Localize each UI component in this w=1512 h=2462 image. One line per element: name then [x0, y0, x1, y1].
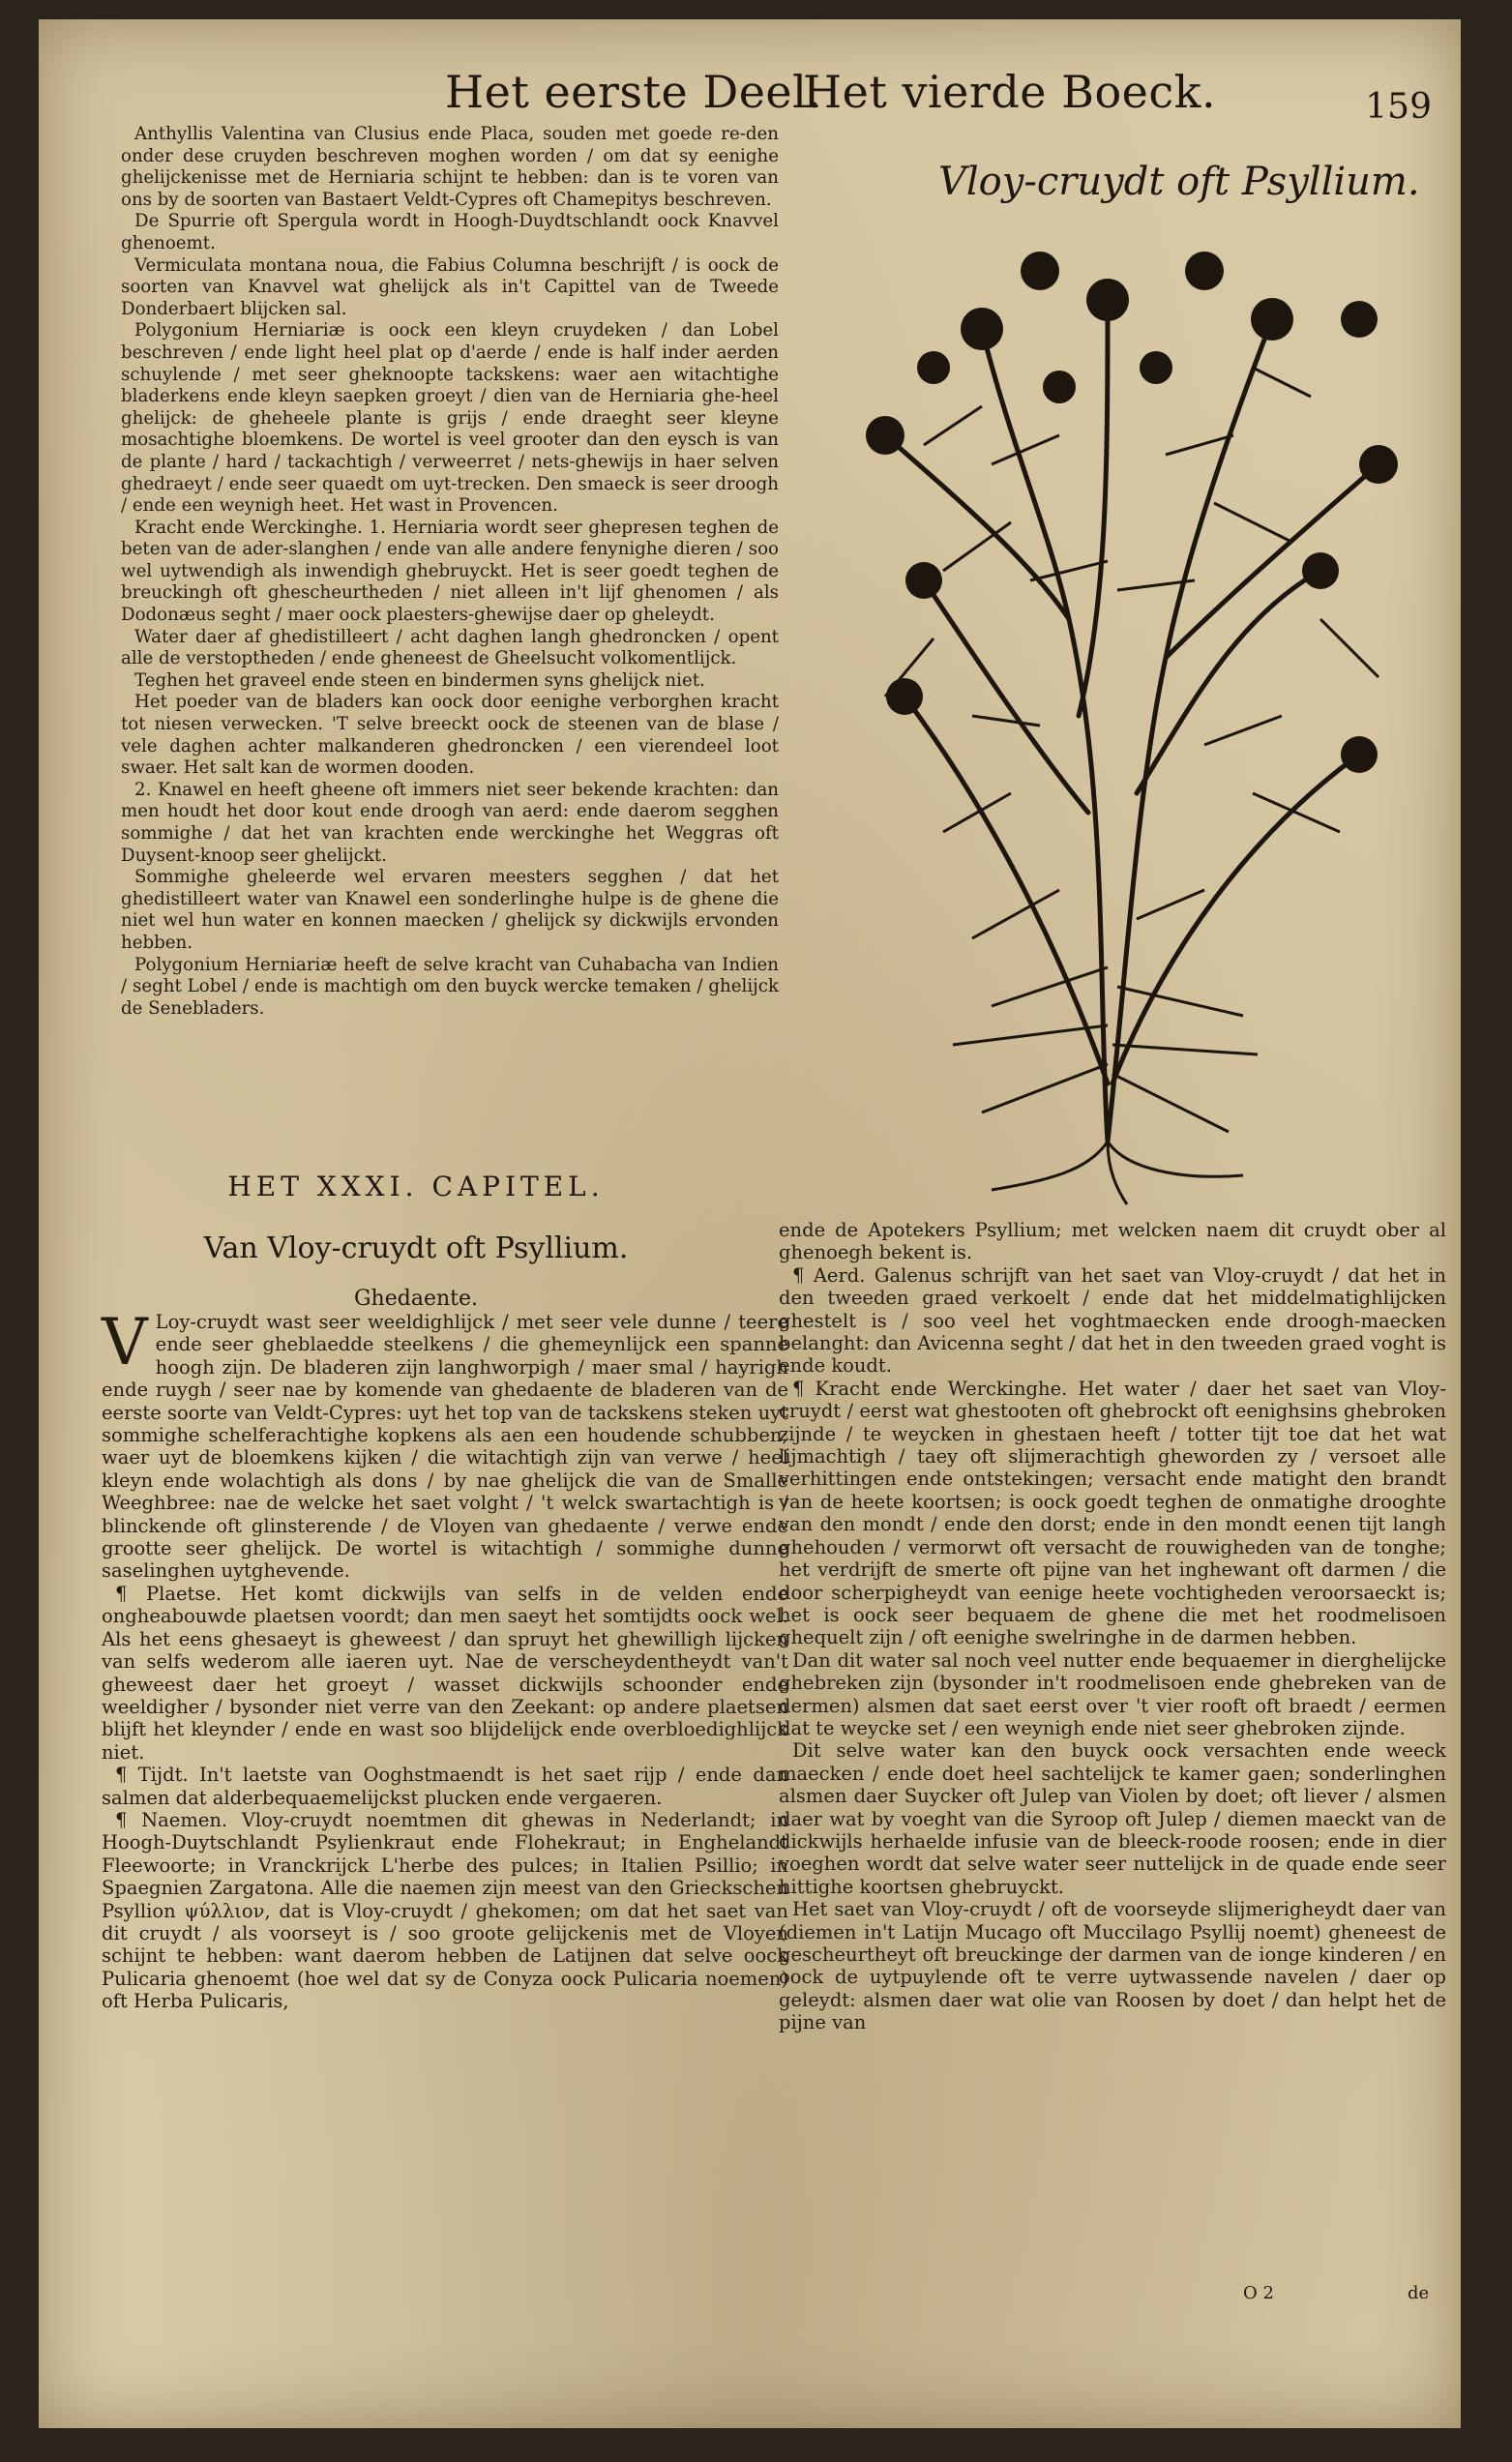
paragraph: ¶ Plaetse. Het komt dickwijls van selfs in de velden ende ongheabouwde plaetsen voordt; dan men saeyt het somtijdts oock wel. Als het eens ghesaeyt is gheweest / dan spruyt het ghewilligh lijcken van selfs wederom alle iaeren uyt. Nae de verscheydentheydt van't gheweest daer het groeyt / wasset dickwijls schoonder ende weeldigher / bysonder niet verre van den Zeekant: op andere plaetsen blijft het kleynder / ende en wast soo blijdelijck ende overbloedighlijck niet.: [102, 1582, 788, 1764]
illustration-title: Vloy-cruydt oft Psyllium.: [938, 160, 1420, 204]
catchword: de: [1408, 2283, 1430, 2303]
stem: [1112, 755, 1359, 1083]
paragraph: 2. Knawel en heeft gheene oft immers niet seer bekende krachten: dan men houdt het door kout ende droogh van aerd: ende daerom segghen sommighe / dat het van krachten ende werckinghe het Weggras oft Duysent-knoop seer ghelijckt.: [121, 779, 779, 866]
left-column-bottom: [102, 1305, 788, 2013]
paragraph: Anthyllis Valentina van Clusius ende Placa, souden met goede re-den onder dese cruyden beschreven moghen worden / om dat sy eenighe ghelijckenisse met de Herniaria schijnt te hebben: dan is te voren van ons by de soorten van Bastaert Veldt-Cypres oft Chamepitys beschreven.: [121, 124, 779, 210]
stem: [904, 697, 1108, 1083]
paragraph: ¶ Aerd. Galenus schrijft van het saet van Vloy-cruydt / dat het in den tweeden graed verkoelt / ende dat het middelmatighlijcken ghestelt is / soo veel het voghtmaecken ende droogh-maecken belanght: dan Avicenna seght / dat het in den tweeden graed voght is ende koudt.: [779, 1263, 1446, 1378]
paragraph: Polygonium Herniariæ heeft de selve kracht van Cuhabacha van Indien / seght Lobel / ende is machtigh om den buyck wercke temaken / ghelijck de Senebladers.: [121, 954, 779, 1019]
paragraph: [102, 1305, 788, 1583]
page-number: 159: [1365, 87, 1432, 127]
paragraph: Vermiculata montana noua, die Fabius Columna beschrijft / is oock de soorten van Knavvel wat ghelijck als in't Capittel van de Tweede Donderbaert blijcken sal.: [121, 254, 779, 319]
paragraph: Teghen het graveel ende steen en bindermen syns ghelijck niet.: [134, 669, 705, 691]
stem: [1166, 464, 1379, 658]
section-heading: Ghedaente.: [353, 1287, 478, 1311]
stem: [982, 329, 1108, 1142]
paragraph: Het poeder van de bladers kan oock door eenighe verborghen kracht tot niesen verwecken. 'T selve breeckt oock de steenen van de blase / vele daghen achter malkanderen ghedroncken / een vierendeel loot swaer. Het salt kan de wormen dooden.: [121, 692, 779, 779]
right-column: [779, 1219, 1446, 2034]
book-page: [39, 19, 1461, 2428]
paragraph: Polygonium Herniariæ is oock een kleyn cruydeken / dan Lobel beschreven / ende light heel plat op d'aerde / ende is half inder aerden schuylende / met seer gheknoopte tackskens: waer aen witachtighe bladerkens ende kleyn saepken groeyt / dien van de Herniaria ghe-heel ghelijck: de gheheele plante is grijs / ende draeght seer kleyne mosachtighe bloemkens. De wortel is veel grooter dan den eysch is van de plante / hard / tackachtigh / verweerret / nets-ghewijs in haer selven ghedraeyt / ende seer quaedt om uyt-trecken. Den smaeck is seer droogh / ende een weynigh heet. Het wast in Provencen.: [121, 320, 779, 517]
left-column-top: [121, 124, 779, 1020]
paragraph: Sommighe gheleerde wel ervaren meesters segghen / dat het ghedistilleert water van Knawel een sonderlinghe hulpe is de ghene die niet wel hun water en konnen maecken / ghelijck sy dickwijls ervonden hebben.: [121, 867, 779, 953]
paragraph: Dan dit water sal noch veel nutter ende bequaemer in dierghelijcke ghebreken zijn (bysonder in't roodmelisoen ende ghebreken van de dermen) alsmen dat saet eerst over 't vier rooft oft braedt / eermen dat te weycke set / een weynigh ende niet seer ghebroken zijnde.: [779, 1648, 1446, 1739]
plant-illustration: [817, 213, 1437, 1209]
running-header-middle: Het vierde Boeck.: [803, 66, 1217, 118]
drop-cap: V: [102, 1305, 148, 1379]
stem: [1108, 319, 1272, 1142]
paragraph: Water daer af ghedistilleert / acht daghen langh ghedroncken / opent alle de verstoptheden / ende gheneest de Gheelsucht volkomentlijck.: [121, 626, 779, 669]
paragraph: ¶ Naemen. Vloy-cruydt noemtmen dit ghewas in Nederlandt; in Hoogh-Duytschlandt Psylienkraut ende Flohekraut; in Enghelandt Fleewoorte; in Vranckrijck L'herbe des pulces; in Italien Psillio; in Spaegnien Zargatona. Alle die naemen zijn meest van den Grieckschen Psyllion ψύλλιον, dat is Vloy-cruydt / ghekomen; om dat het saet van dit cruydt / als voorseyt is / soo groote gelijckenis met de Vloyen schijnt te hebben: want daerom hebben de Latijnen dat selve oock Pulicaria ghenoemt (hoe wel dat sy de Conyza oock Pulicaria noemen) oft Herba Pulicaris,: [102, 1808, 788, 2013]
root: [992, 1142, 1243, 1204]
paragraph: ende de Apotekers Psyllium; met welcken naem dit cruydt ober al ghenoegh bekent is.: [779, 1219, 1446, 1264]
stem: [1137, 571, 1320, 793]
signature-mark: O 2: [1243, 2283, 1274, 2303]
chapter-subtitle: Van Vloy-cruydt oft Psyllium.: [203, 1231, 629, 1265]
paragraph: Het saet van Vloy-cruydt / oft de voorseyde slijmerigheydt daer van (diemen in't Latijn Mucago oft Muccilago Psyllij noemt) gheneest de gescheurtheyt oft breuckinge der darmen van de ionge kinderen / en oock de uytpuylende oft te verre uytwassende navelen / daer op geleydt: alsmen daer wat olie van Roosen by doet / dan helpt het de pijne van: [779, 1898, 1446, 2034]
running-header-left: Het eerste Deel.: [445, 66, 822, 118]
paragraph-text: Loy-cruydt wast seer weeldighlijck / met seer vele dunne / teere ende seer gheblaedde steelkens / die ghemeynlijck een spanne hoogh zijn. De bladeren zijn langhworpigh / maer smal / hayrigh ende ruygh / seer nae by komende van ghedaente de bladeren van de eerste soorte van Veldt-Cypres: uyt het top van de tackskens steken uyt sommighe schelferachtighe kopkens als aen een houdende schubben; waer uyt de bloemkens kijken / die witachtigh zijn van verwe / heel kleyn ende wolachtigh als dons / by nae ghelijck die van de Smalle Weeghbree: nae de welcke het saet volght / 't welck swartachtigh is / blinckende oft glinsterende / de Vloyen van ghedaente / verwe ende grootte seer ghelijck. De wortel is witachtigh / sommighe dunne saselinghen uytghevende.: [102, 1311, 788, 1583]
paragraph: Dit selve water kan den buyck oock versachten ende weeck maecken / ende doet heel sachtelijck te kamer gaen; sonderlinghen alsmen daer Suycker oft Julep van Violen by doet; oft liever / alsmen daer wat by voeght van die Syroop oft Julep / diemen maeckt van de dickwijls herhaelde infusie van de bleeck-roode roosen; ende in dier voeghen wordt dat selve water seer nuttelijck in de quade ende seer hittighe koortsen ghebruyckt.: [779, 1739, 1446, 1898]
stem: [1079, 300, 1108, 716]
paragraph: De Spurrie oft Spergula wordt in Hoogh-Duydtschlandt oock Knavvel ghenoemt.: [121, 211, 779, 253]
paragraph: Kracht ende Werckinghe. 1. Herniaria wordt seer ghepresen teghen de beten van de ader-slanghen / ende van alle andere fenynighe dieren / soo wel uytwendigh als inwendigh ghebruyckt. Het is seer goedt teghen de breuckingh oft ghescheurtheden / niet alleen in't lijf ghenomen / als Dodonæus seght / maer oock plaesters-ghewijse daer op gheleydt.: [121, 517, 779, 626]
paragraph: ¶ Kracht ende Werckinghe. Het water / daer het saet van Vloy-cruydt / eerst wat ghestooten oft ghebrockt oft eenighsins ghebroken zijnde / te weycken in ghestaen heeft / totter tijt toe dat het wat lijmachtigh / taey oft slijmerachtigh gheworden zy / versoet alle verhittingen ende ontstekingen; versacht ende matight den brandt van de heete koortsen; is oock goedt teghen de onmatighe drooghte van den mondt / ende den dorst; ende in den mondt eenen tijt langh ghehouden / vermorwt oft versacht de rouwigheden van de tonghe; het verdrijft de smerte oft pijne van het inghewant oft darmen / die door scherpigheydt van eenige heete vochtigheden veroorsaeckt is; het is oock seer bequaem de ghene die met het roodmelisoen ghequelt zijn / oft eenighe swelringhe in de darmen hebben.: [779, 1377, 1446, 1649]
paragraph: ¶ Tijdt. In't laetste van Ooghstmaendt is het saet rijp / ende dan salmen dat alderbequaemelijckst plucken ende vergaeren.: [102, 1764, 788, 1809]
chapter-title: HET XXXI. CAPITEL.: [227, 1171, 605, 1202]
